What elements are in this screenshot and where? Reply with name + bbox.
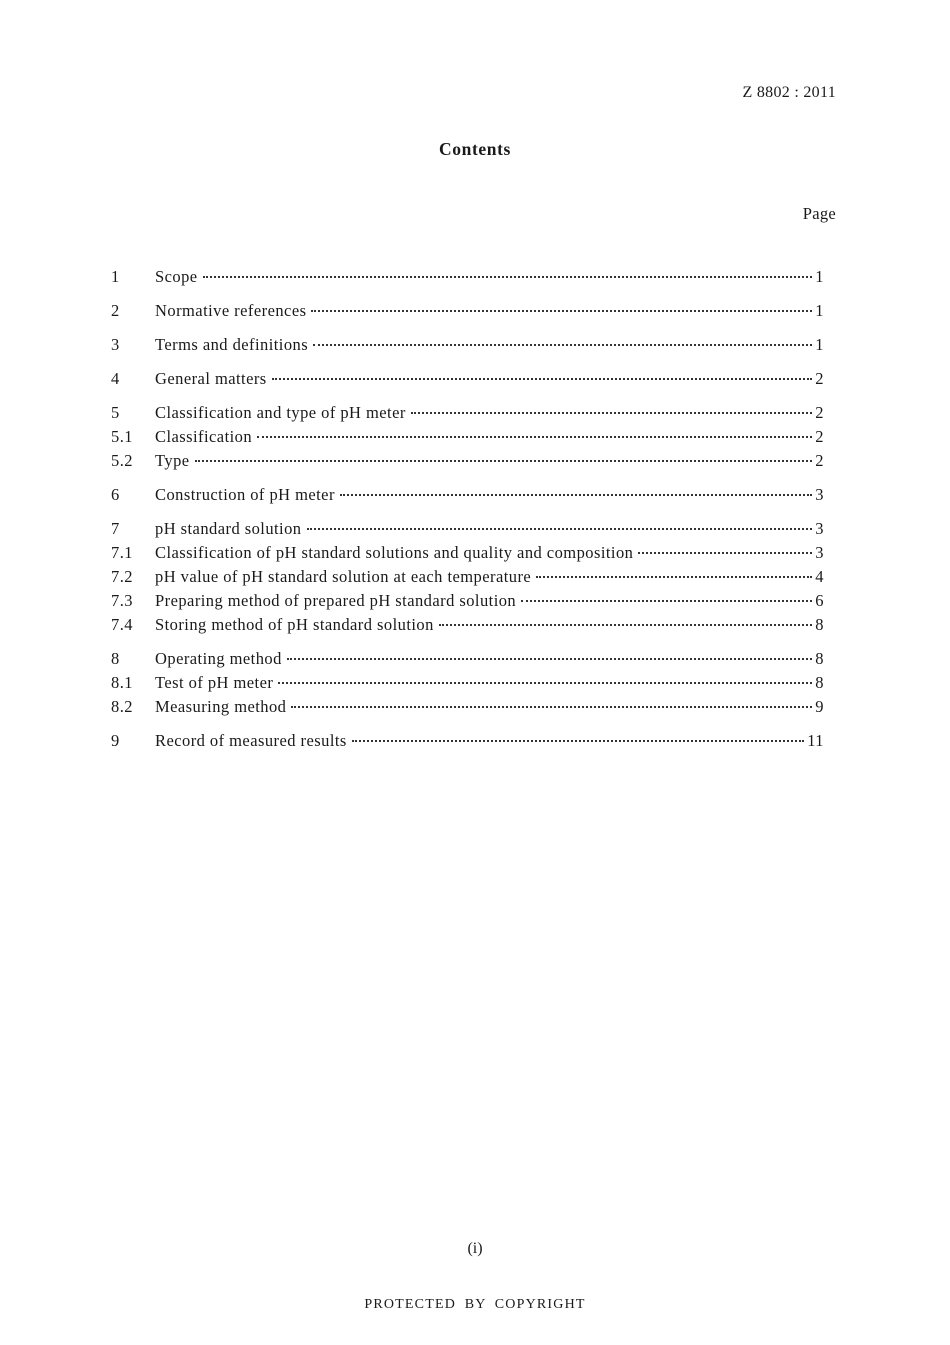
toc-entry-title: Construction of pH meter bbox=[155, 485, 335, 504]
toc-entry[interactable] bbox=[111, 267, 824, 291]
toc-group bbox=[111, 519, 824, 639]
toc-entry-title: Scope bbox=[155, 267, 198, 286]
toc-entry-title: Storing method of pH standard solution bbox=[155, 615, 434, 634]
toc-entry-number: 7.2 bbox=[111, 567, 133, 586]
toc-group bbox=[111, 369, 824, 393]
toc-entry-page: 9 bbox=[815, 697, 824, 716]
toc-entry-title: Terms and definitions bbox=[155, 335, 309, 354]
toc-entry-title: Classification of pH standard solutions and quality and composition bbox=[155, 543, 634, 562]
toc-entry-number: 7 bbox=[111, 519, 120, 538]
table-of-contents bbox=[111, 267, 824, 765]
toc-group bbox=[111, 649, 824, 721]
toc-dot-leader bbox=[257, 436, 812, 438]
toc-entry-title: Classification bbox=[155, 427, 253, 446]
toc-entry-number: 9 bbox=[111, 731, 120, 750]
toc-entry-page: 2 bbox=[815, 427, 824, 446]
toc-entry-number: 8.1 bbox=[111, 673, 133, 692]
toc-entry[interactable] bbox=[111, 543, 824, 567]
toc-entry-title: Type bbox=[155, 451, 190, 470]
toc-entry-title: Record of measured results bbox=[155, 731, 347, 750]
toc-group bbox=[111, 335, 824, 359]
toc-dot-leader bbox=[352, 740, 804, 742]
toc-dot-leader bbox=[195, 460, 813, 462]
toc-dot-leader bbox=[439, 624, 813, 626]
toc-group bbox=[111, 485, 824, 509]
toc-entry-title: Normative references bbox=[155, 301, 307, 320]
toc-entry[interactable] bbox=[111, 615, 824, 639]
toc-entry[interactable] bbox=[111, 731, 824, 755]
toc-entry-page: 3 bbox=[815, 543, 824, 562]
toc-entry-page: 8 bbox=[815, 615, 824, 634]
toc-entry-number: 5.2 bbox=[111, 451, 133, 470]
toc-entry-page: 1 bbox=[815, 335, 824, 354]
toc-entry[interactable] bbox=[111, 673, 824, 697]
toc-entry-page: 2 bbox=[815, 451, 824, 470]
toc-entry-number: 2 bbox=[111, 301, 120, 320]
toc-entry-number: 7.4 bbox=[111, 615, 133, 634]
toc-dot-leader bbox=[307, 528, 813, 530]
toc-entry[interactable] bbox=[111, 427, 824, 451]
toc-entry-title: Classification and type of pH meter bbox=[155, 403, 406, 422]
toc-entry-title: Test of pH meter bbox=[155, 673, 274, 692]
toc-dot-leader bbox=[536, 576, 812, 578]
toc-entry[interactable] bbox=[111, 519, 824, 543]
toc-entry-title: General matters bbox=[155, 369, 267, 388]
toc-group bbox=[111, 267, 824, 291]
toc-entry[interactable] bbox=[111, 403, 824, 427]
toc-dot-leader bbox=[291, 706, 812, 708]
toc-entry-page: 1 bbox=[815, 267, 824, 286]
toc-entry-number: 6 bbox=[111, 485, 120, 504]
toc-entry-number: 4 bbox=[111, 369, 120, 388]
toc-entry-number: 8.2 bbox=[111, 697, 133, 716]
toc-dot-leader bbox=[272, 378, 813, 380]
toc-entry-page: 4 bbox=[815, 567, 824, 586]
toc-entry-number: 7.3 bbox=[111, 591, 133, 610]
toc-dot-leader bbox=[340, 494, 812, 496]
toc-dot-leader bbox=[313, 344, 812, 346]
page-number: (i) bbox=[467, 1240, 483, 1257]
toc-entry-number: 8 bbox=[111, 649, 120, 668]
toc-entry[interactable] bbox=[111, 591, 824, 615]
toc-entry-page: 11 bbox=[807, 731, 824, 750]
toc-dot-leader bbox=[411, 412, 812, 414]
toc-dot-leader bbox=[311, 310, 812, 312]
toc-group bbox=[111, 731, 824, 755]
toc-entry-page: 3 bbox=[815, 519, 824, 538]
toc-entry-page: 8 bbox=[815, 649, 824, 668]
toc-entry-number: 3 bbox=[111, 335, 120, 354]
toc-group bbox=[111, 403, 824, 475]
toc-entry[interactable] bbox=[111, 485, 824, 509]
toc-entry[interactable] bbox=[111, 335, 824, 359]
toc-entry-number: 1 bbox=[111, 267, 120, 286]
toc-entry-page: 8 bbox=[815, 673, 824, 692]
toc-entry[interactable] bbox=[111, 649, 824, 673]
toc-entry[interactable] bbox=[111, 567, 824, 591]
toc-entry-page: 6 bbox=[815, 591, 824, 610]
toc-entry[interactable] bbox=[111, 369, 824, 393]
page-column-label: Page bbox=[802, 204, 836, 223]
toc-dot-leader bbox=[638, 552, 812, 554]
toc-dot-leader bbox=[521, 600, 812, 602]
toc-entry-number: 5 bbox=[111, 403, 120, 422]
copyright-notice: PROTECTED BY COPYRIGHT bbox=[364, 1297, 586, 1312]
toc-entry[interactable] bbox=[111, 697, 824, 721]
toc-dot-leader bbox=[203, 276, 813, 278]
page-title: Contents bbox=[439, 139, 511, 159]
toc-entry-title: pH value of pH standard solution at each temperature bbox=[155, 567, 532, 586]
toc-entry[interactable] bbox=[111, 301, 824, 325]
toc-entry-title: Operating method bbox=[155, 649, 282, 668]
toc-entry-page: 2 bbox=[815, 403, 824, 422]
document-code: Z 8802 : 2011 bbox=[742, 84, 836, 101]
toc-entry-title: Preparing method of prepared pH standard solution bbox=[155, 591, 517, 610]
toc-group bbox=[111, 301, 824, 325]
toc-entry-number: 5.1 bbox=[111, 427, 133, 446]
toc-entry-number: 7.1 bbox=[111, 543, 133, 562]
toc-dot-leader bbox=[278, 682, 812, 684]
toc-entry[interactable] bbox=[111, 451, 824, 475]
toc-dot-leader bbox=[287, 658, 813, 660]
toc-entry-title: Measuring method bbox=[155, 697, 287, 716]
toc-entry-page: 3 bbox=[815, 485, 824, 504]
toc-entry-page: 2 bbox=[815, 369, 824, 388]
toc-entry-title: pH standard solution bbox=[155, 519, 302, 538]
toc-entry-page: 1 bbox=[815, 301, 824, 320]
